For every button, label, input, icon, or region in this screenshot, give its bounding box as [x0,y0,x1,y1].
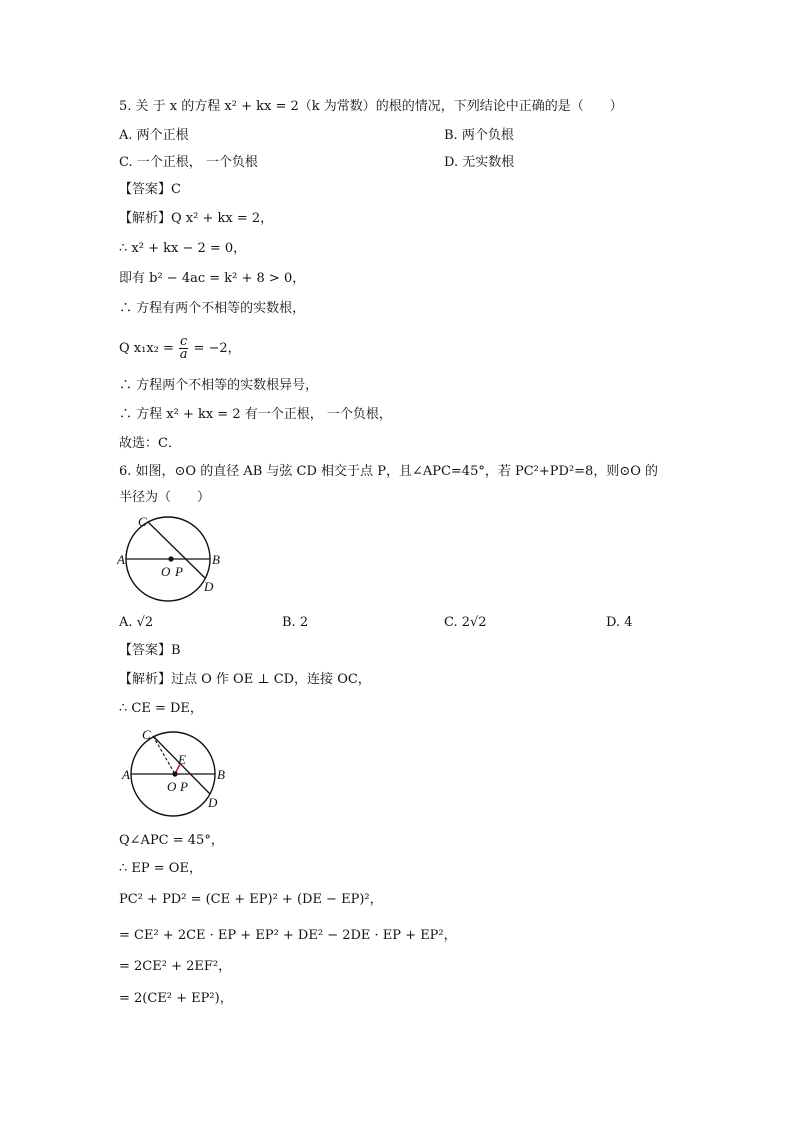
q6-solution-line-5: PC² + PD² = (CE + EP)² + (DE − EP)²， [119,892,383,907]
q6-figure-circle [117,512,227,604]
q6-solution-line-3: Q∠APC = 45°， [119,833,224,848]
q5-option-b: B. 两个负根 [444,128,514,143]
q6-solution-line-1: 【解析】过点 O 作 OE ⊥ CD，连接 OC， [119,672,371,687]
q5-solution-line-3: 即有 b² − 4ac = k² + 8 > 0， [119,271,306,286]
label-e: E [178,752,186,767]
q5-option-a: A. 两个正根 [119,128,189,143]
label-d: D [204,579,214,594]
label-c: C [138,514,147,529]
label-a: A [122,767,130,782]
label-o: O [161,564,171,579]
q6-answer: 【答案】B [119,643,181,658]
label-p: P [180,779,188,794]
q5-fraction-denominator: a [179,347,188,362]
q6-solution-line-7: = 2CE² + 2EF²， [119,959,232,974]
label-c: C [142,727,151,742]
q5-fraction [179,336,188,361]
q5-solution-line-7: ∴ 方程 x² + kx = 2 有一个正根， 一个负根， [119,407,392,422]
q5-option-c: C. 一个正根， 一个负根 [119,155,258,170]
label-o: O [167,779,177,794]
q5-solution-line-2: ∴ x² + kx − 2 = 0， [119,241,247,256]
q6-option-a: A. √2 [119,615,154,630]
q5-fraction-numerator: c [180,334,188,349]
label-b: B [217,767,225,782]
q6-figure-circle-with-e [117,726,229,820]
q6-option-b: B. 2 [282,615,309,630]
label-a: A [117,552,125,567]
q6-solution-line-2: ∴ CE = DE， [119,701,203,716]
q5-option-d: D. 无实数根 [444,155,515,170]
q5-solution-line-8: 故选：C． [119,436,181,451]
q6-solution-line-4: ∴ EP = OE， [119,861,202,876]
q6-stem-line-2: 半径为（ ） [119,490,211,505]
q6-solution-line-6: = CE² + 2CE · EP + EP² + DE² − 2DE · EP + EP²， [119,928,457,943]
q5-solution-line-6: ∴ 方程两个不相等的实数根异号， [119,378,319,393]
q6-solution-line-8: = 2(CE² + EP²)， [119,991,233,1006]
center-point [168,556,173,561]
q5-product-text: Q x₁x₂ = [119,341,174,356]
q5-stem: 5. 关 于 x 的方程 x² + kx = 2（k 为常数）的根的情况，下列结论中正确的是（ ） [119,99,623,114]
q5-fraction-result: = −2， [193,341,241,356]
q5-solution-line-4: ∴ 方程有两个不相等的实数根， [119,301,306,316]
q5-answer: 【答案】C [119,182,181,197]
q5-solution-line-1: 【解析】Q x² + kx = 2， [119,211,274,226]
q5-solution-line-5 [119,336,241,361]
label-p: P [175,564,183,579]
q6-stem-line-1: 6. 如图，⊙O 的直径 AB 与弦 CD 相交于点 P，且∠APC=45°，若 PC²+PD²=8，则⊙O 的 [119,464,659,479]
q6-option-c: C. 2√2 [444,615,487,630]
center-point [172,771,177,776]
q6-option-d: D. 4 [606,615,633,630]
label-b: B [212,552,220,567]
label-d: D [208,795,218,810]
